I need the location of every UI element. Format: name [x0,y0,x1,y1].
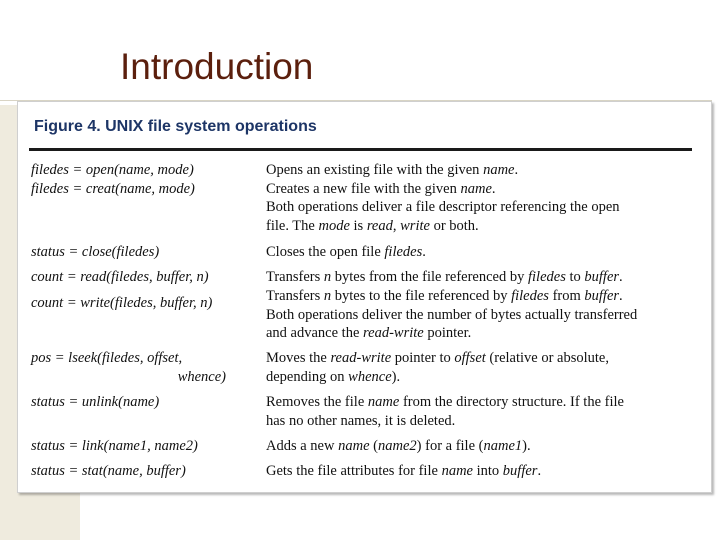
operation-description: Removes the file name from the directory structure. If the file [266,394,624,410]
slide-title: Introduction [120,46,314,87]
operation-description: Creates a new file with the given name. [266,180,496,197]
figure-caption: Figure 4. UNIX file system operations [34,118,317,135]
operation-signature: filedes = creat(name, mode) [31,180,195,197]
operation-signature: status = close(filedes) [31,244,160,260]
operation-signature: count = write(filedes, buffer, n) [31,295,213,311]
operation-description: Closes the open file filedes. [266,244,426,260]
operation-description: Transfers n bytes from the file referenced by filedes to buffer. [266,269,623,285]
operation-description: Moves the read-write pointer to offset (relative or absolute, [266,350,609,366]
operation-description: Adds a new name (name2) for a file (name1). [266,438,531,454]
operation-signature: status = unlink(name) [31,394,160,410]
operation-description: has no other names, it is deleted. [266,412,456,429]
operation-signature: status = stat(name, buffer) [31,463,186,479]
operation-description: file. The mode is read, write or both. [266,217,479,234]
operation-signature: filedes = open(name, mode) [31,162,194,178]
operation-signature: whence) [177,368,226,385]
operation-description: Opens an existing file with the given name. [266,162,519,178]
operation-description: depending on whence). [266,368,401,385]
operation-description: Transfers n bytes to the file referenced by filedes from buffer. [266,288,623,304]
figure-panel [17,101,712,493]
corner-box [0,0,80,105]
operation-signature: count = read(filedes, buffer, n) [31,269,209,285]
operation-description: Both operations deliver the number of bytes actually transferred [266,306,638,323]
operation-signature: pos = lseek(filedes, offset, [31,350,183,366]
operation-description: Both operations deliver a file descriptor referencing the open [266,199,620,215]
operation-signature: status = link(name1, name2) [31,438,198,454]
caption-divider [29,148,692,151]
operation-description: and advance the read-write pointer. [266,325,472,341]
operation-description: Gets the file attributes for file name into buffer. [266,463,542,479]
